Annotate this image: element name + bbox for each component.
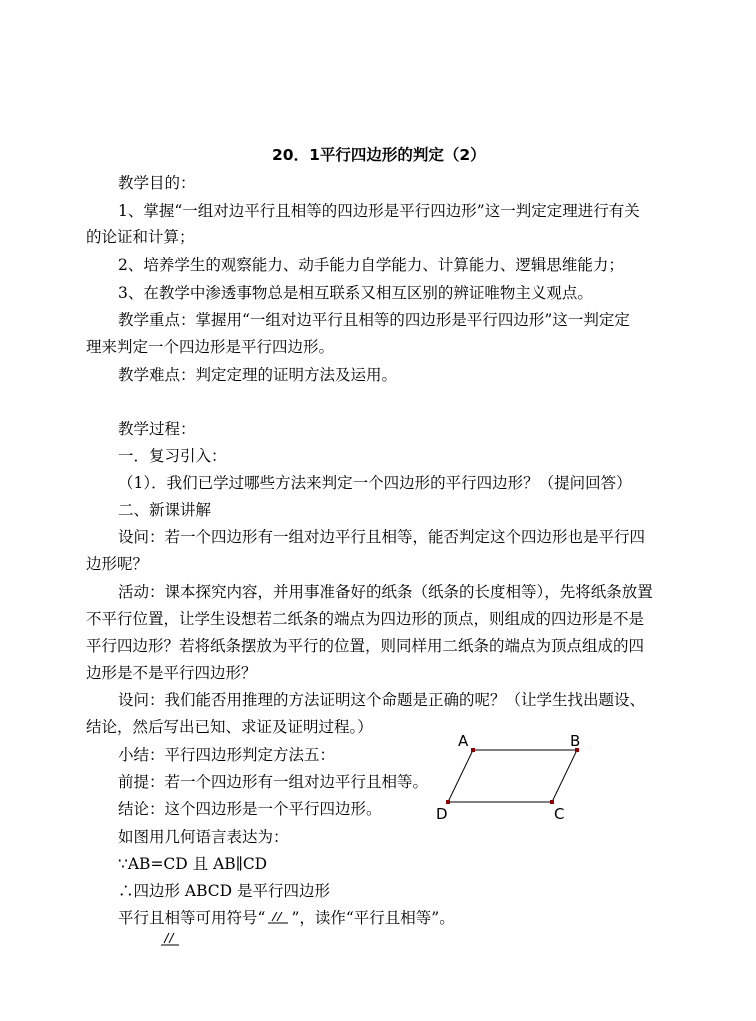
point-c bbox=[550, 800, 554, 804]
ask-2-line-1: 设问：我们能否用推理的方法证明这个命题是正确的呢？（让学生找出题设、 bbox=[118, 691, 646, 709]
key-point-line-1: 教学重点：掌握用“一组对边平行且相等的四边形是平行四边形”这一判定定 bbox=[118, 311, 630, 329]
point-a bbox=[471, 748, 475, 752]
notation-text-after: ”，读作“平行且相等”。 bbox=[291, 909, 455, 927]
parallel-equal-symbol bbox=[265, 910, 291, 926]
activity-line-2: 不平行位置，让学生设想若二纸条的端点为四边形的顶点，则组成的四边形是不是 bbox=[86, 610, 645, 628]
parallel-equal-symbol-standalone bbox=[157, 931, 183, 947]
activity-line-1: 活动：课本探究内容，并用事准备好的纸条（纸条的长度相等），先将纸条放置 bbox=[118, 583, 653, 601]
objectives-heading: 教学目的： bbox=[118, 174, 196, 192]
parallelogram-figure bbox=[432, 728, 592, 828]
label-c: C bbox=[554, 805, 565, 823]
label-a: A bbox=[458, 732, 469, 750]
summary: 小结：平行四边形判定方法五： bbox=[118, 746, 336, 764]
because-line: ∵AB=CD 且 AB∥CD bbox=[118, 855, 268, 873]
ask-1-line-1: 设问：若一个四边形有一组对边平行且相等，能否判定这个四边形也是平行四 bbox=[118, 528, 646, 546]
question-1: （1）．我们已学过哪些方法来判定一个四边形的平行四边形？（提问回答） bbox=[118, 474, 632, 492]
label-b: B bbox=[570, 732, 581, 750]
activity-line-3: 平行四边形？若将纸条摆放为平行的位置，则同样用二纸条的端点为顶点组成的四 bbox=[86, 637, 645, 655]
process-heading: 教学过程： bbox=[118, 420, 196, 438]
therefore-line: ∴四边形 ABCD 是平行四边形 bbox=[118, 882, 331, 900]
premise: 前提：若一个四边形有一组对边平行且相等。 bbox=[118, 773, 429, 791]
ask-1-line-2: 边形呢？ bbox=[86, 555, 149, 573]
key-point-line-2: 理来判定一个四边形是平行四边形。 bbox=[86, 338, 335, 356]
objective-1-line-1: 1、掌握“一组对边平行且相等的四边形是平行四边形”这一判定定理进行有关 bbox=[118, 202, 640, 220]
section-review: 一．复习引入： bbox=[118, 447, 227, 465]
conclusion: 结论：这个四边形是一个平行四边形。 bbox=[118, 800, 382, 818]
difficulty: 教学难点：判定定理的证明方法及运用。 bbox=[118, 366, 398, 384]
objective-2: 2、培养学生的观察能力、动手能力自学能力、计算能力、逻辑思维能力； bbox=[118, 256, 624, 274]
label-d: D bbox=[436, 805, 448, 823]
activity-line-4: 边形是不是平行四边形？ bbox=[86, 664, 257, 682]
notation-line bbox=[118, 908, 455, 928]
parallelogram-shape bbox=[448, 750, 577, 802]
objective-1-line-2: 的论证和计算； bbox=[86, 228, 195, 246]
ask-2-line-2: 结论，然后写出已知、求证及证明过程。） bbox=[86, 718, 373, 736]
notation-text-before: 平行且相等可用符号“ bbox=[118, 909, 266, 927]
geometry-intro: 如图用几何语言表达为： bbox=[118, 828, 289, 846]
objective-3: 3、在教学中渗透事物总是相互联系又相互区别的辨证唯物主义观点。 bbox=[118, 284, 593, 302]
point-d bbox=[446, 800, 450, 804]
page-title: 20．1平行四边形的判定（2） bbox=[272, 146, 486, 164]
section-new-lesson: 二、新课讲解 bbox=[118, 501, 212, 519]
